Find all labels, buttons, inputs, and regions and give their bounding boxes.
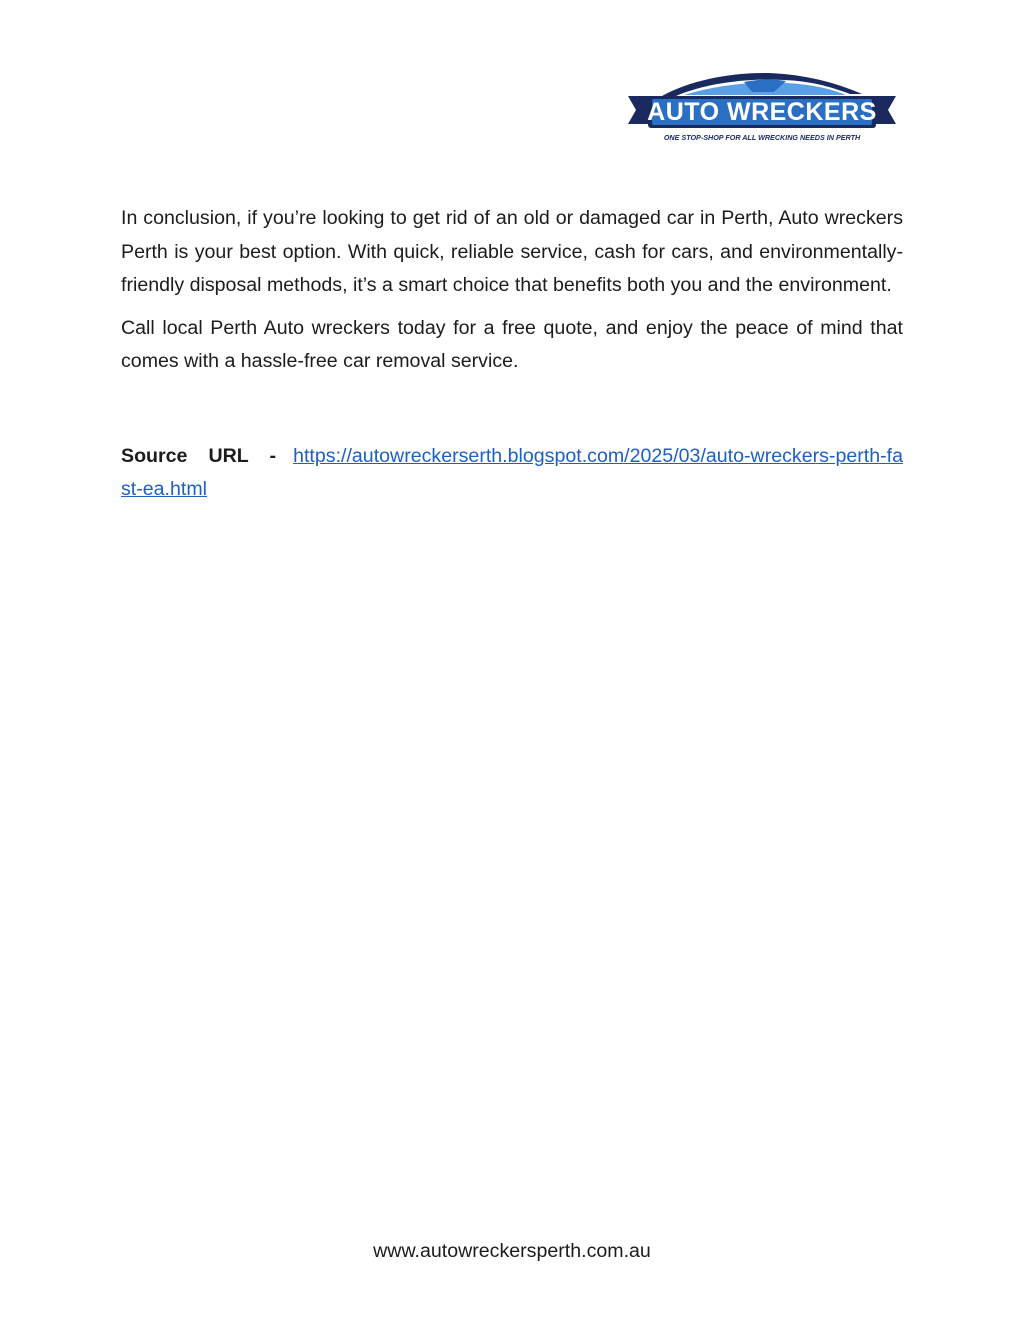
logo-wordmark: AUTO WRECKERS	[647, 98, 877, 126]
source-label: Source URL -	[121, 444, 277, 467]
auto-wreckers-logo	[624, 70, 900, 146]
footer-website: www.autowreckersperth.com.au	[373, 1240, 651, 1262]
conclusion-paragraph: In conclusion, if you’re looking to get rid of an old or damaged car in Perth, Auto wreckers Perth is your best option. With quick, reliable service, cash for cars, and environmentally-friendly disposal methods, it’s a smart choice that benefits both you and the environment.	[121, 207, 903, 296]
logo-tagline: ONE STOP-SHOP FOR ALL WRECKING NEEDS IN PERTH	[663, 133, 861, 142]
article-body	[121, 202, 903, 507]
source-url-link[interactable]: https://autowreckerserth.blogspot.com/2025/03/auto-wreckers-perth-fast-ea.html	[121, 444, 903, 500]
call-to-action-paragraph: Call local Perth Auto wreckers today for a free quote, and enjoy the peace of mind that comes with a hassle-free car removal service.	[121, 316, 903, 372]
source-line	[121, 440, 903, 507]
car-silhouette-icon	[624, 70, 900, 146]
